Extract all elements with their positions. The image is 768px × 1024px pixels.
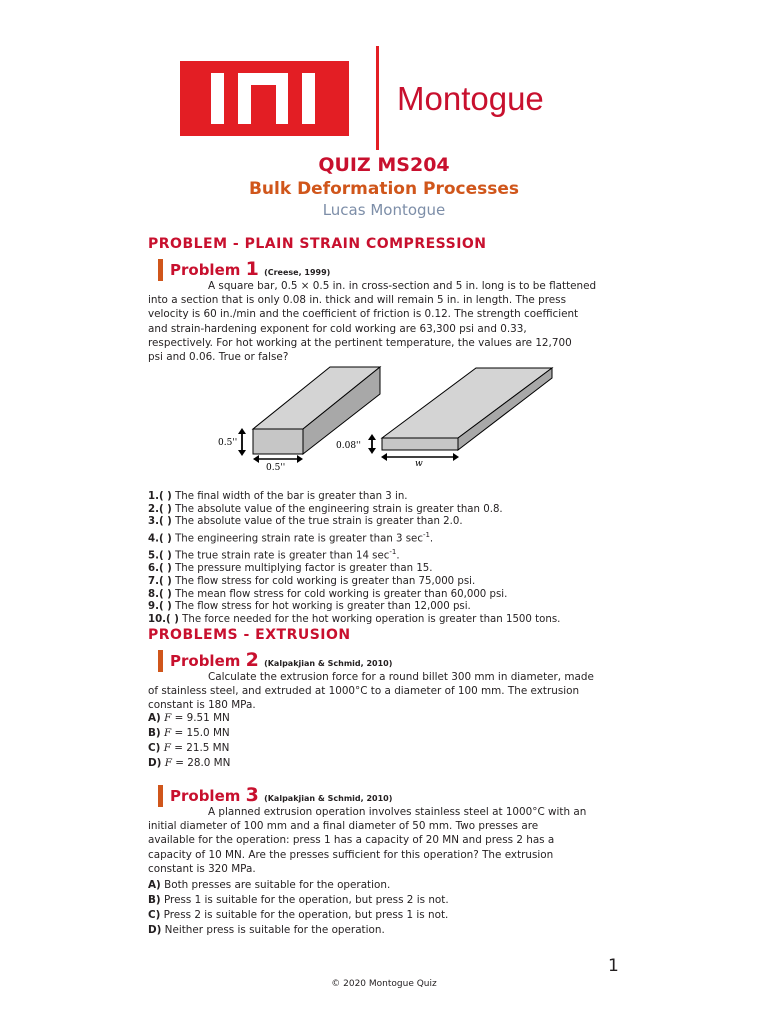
statement-item: 6.( ) The pressure multiplying factor is greater than 15.	[148, 563, 433, 575]
statement-item: 9.( ) The flow stress for hot working is greater than 12,000 psi.	[148, 601, 471, 613]
text-line: constant is 180 MPa.	[148, 699, 256, 712]
section-heading-extrusion: PROBLEMS - EXTRUSION	[148, 627, 351, 643]
montogue-logo	[180, 61, 349, 136]
answer-option-c[interactable]: C) Press 2 is suitable for the operation, but press 1 is not.	[148, 909, 449, 921]
problem-label: Problem	[170, 652, 246, 670]
text-line: respectively. For hot working at the pertinent temperature, the values are 12,700	[148, 336, 572, 349]
bar2-height-label: 0.08''	[336, 441, 361, 451]
statement-item: 10.( ) The force needed for the hot working operation is greater than 1500 tons.	[148, 614, 561, 626]
problem-label: Problem	[170, 787, 246, 805]
text-line: initial diameter of 100 mm and a final diameter of 50 mm. Two presses are	[148, 820, 539, 833]
problem-number: 1	[245, 258, 259, 280]
brand-name: Montogue	[397, 80, 544, 117]
problem-label: Problem	[170, 261, 246, 279]
statement-item: 4.( ) The engineering strain rate is greater than 3 $\sec^{-1}$.	[148, 531, 434, 545]
bar2-width-label: w	[415, 459, 423, 469]
statement-item: 8.( ) The mean flow stress for cold working is greater than 60,000 psi.	[148, 588, 508, 600]
statement-item: 5.( ) The true strain rate is greater than 14 $\sec^{-1}$.	[148, 548, 400, 562]
true-false-statements	[148, 491, 560, 627]
author-name: Lucas Montogue	[322, 201, 446, 219]
text-line: available for the operation: press 1 has a capacity of 20 MN and press 2 has a	[148, 834, 555, 847]
statement-item: 1.( ) The final width of the bar is greater than 3 in.	[148, 491, 408, 502]
answer-option-d[interactable]: D) F = 28.0 MN	[148, 757, 231, 769]
text-line: and strain-hardening exponent for cold working are 63,300 psi and 0.33,	[148, 322, 527, 335]
bar-flattening-figure	[210, 362, 560, 472]
problem-2-options	[148, 711, 230, 771]
problem-2-title	[170, 649, 392, 671]
statement-item: 3.( ) The absolute value of the true strain is greater than 2.0.	[148, 516, 463, 528]
problem-3-text	[148, 805, 618, 876]
problem-reference: (Kalpakjian & Schmid, 2010)	[264, 794, 393, 803]
text-line: velocity is 60 in./min and the coefficient of friction is 0.12. The strength coefficient	[148, 308, 579, 321]
problem-number: 3	[245, 784, 259, 806]
problem-reference: (Creese, 1999)	[264, 268, 331, 277]
answer-option-d[interactable]: D) Neither press is suitable for the operation.	[148, 924, 385, 936]
answer-option-a[interactable]: A) Both presses are suitable for the operation.	[148, 879, 391, 891]
bar1-width-label: 0.5''	[266, 463, 286, 472]
text-line: A planned extrusion operation involves stainless steel at 1000°C with an	[208, 806, 587, 818]
statement-item: 7.( ) The flow stress for cold working is greater than 75,000 psi.	[148, 576, 476, 587]
answer-option-c[interactable]: C) F = 21.5 MN	[148, 742, 230, 754]
problem-marker	[158, 785, 163, 807]
page-number: 1	[608, 956, 619, 976]
problem-3-options	[148, 878, 449, 938]
text-line: psi and 0.06. True or false?	[148, 351, 289, 364]
problem-3-title	[170, 784, 392, 806]
problem-number: 2	[245, 649, 259, 671]
text-line: Calculate the extrusion force for a round billet 300 mm in diameter, made	[208, 671, 594, 683]
text-line: of stainless steel, and extruded at 1000°C to a diameter of 100 mm. The extrusion	[148, 685, 580, 698]
problem-1-text	[148, 279, 618, 364]
problem-reference: (Kalpakjian & Schmid, 2010)	[264, 659, 393, 668]
problem-2-text	[148, 670, 618, 713]
problem-1-title	[170, 258, 330, 280]
footer-copyright: © 2020 Montogue Quiz	[331, 979, 437, 989]
answer-option-a[interactable]: A) F = 9.51 MN	[148, 712, 230, 724]
quiz-title: QUIZ MS204	[318, 154, 450, 176]
logo-divider	[376, 46, 379, 150]
text-line: constant is 320 MPa.	[148, 862, 256, 875]
logo-mark-icon	[180, 61, 349, 136]
problem-marker	[158, 259, 163, 281]
problem-marker	[158, 650, 163, 672]
answer-option-b[interactable]: B) Press 1 is suitable for the operation, but press 2 is not.	[148, 894, 449, 906]
section-heading-compression: PROBLEM - PLAIN STRAIN COMPRESSION	[148, 236, 487, 252]
text-line: A square bar, 0.5 × 0.5 in. in cross-section and 5 in. long is to be flattened	[208, 280, 597, 292]
quiz-subtitle: Bulk Deformation Processes	[248, 179, 520, 199]
text-line: into a section that is only 0.08 in. thick and will remain 5 in. in length. The press	[148, 294, 566, 307]
answer-option-b[interactable]: B) F = 15.0 MN	[148, 727, 230, 739]
bar1-height-label: 0.5''	[218, 438, 238, 448]
text-line: capacity of 10 MN. Are the presses sufficient for this operation? The extrusion	[148, 848, 554, 861]
statement-item: 2.( ) The absolute value of the engineering strain is greater than 0.8.	[148, 503, 503, 515]
